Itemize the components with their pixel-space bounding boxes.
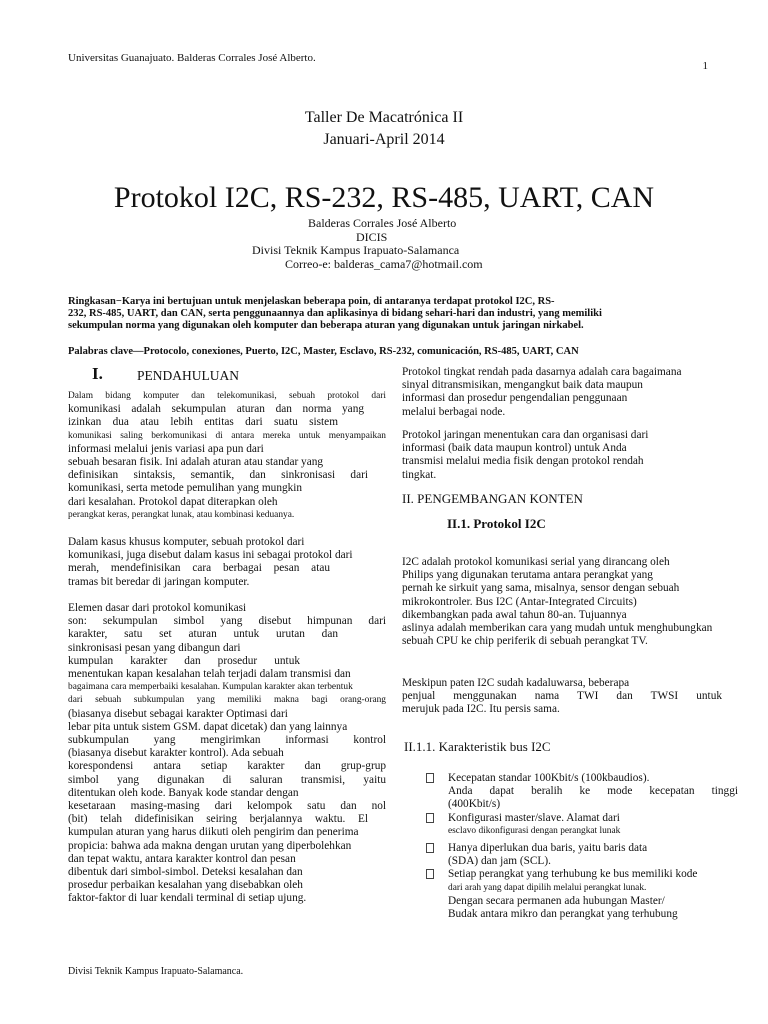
text-line: pernah ke sirkuit yang sama, misalnya, sensor dengan sebuah: [402, 582, 680, 595]
abstract: [68, 296, 678, 332]
text-line: dari kesalahan. Protokol dapat diterapkan oleh: [68, 495, 278, 508]
text-line: Protokol jaringan menentukan cara dan organisasi dari: [402, 429, 649, 441]
text-line: faktor-faktor di luar kendali terminal di setiap ujung.: [68, 892, 307, 905]
text-line: informasi (baik data maupun kontrol) untuk Anda: [402, 442, 627, 455]
text-line: komunikasi, serta metode pemulihan yang mungkin: [68, 482, 303, 495]
section-number: I.: [92, 364, 103, 383]
text-line: (biasanya disebut sebagai karakter Optimasi dari: [68, 707, 288, 720]
text-line: kesetaraan masing-masing dari kelompok satu dan nol: [68, 800, 386, 813]
page-footer: Divisi Teknik Kampus Irapuato-Salamanca.: [68, 966, 244, 977]
text-line: Setiap perangkat yang terhubung ke bus memiliki kode: [448, 868, 698, 881]
text-line: propicia: bahwa ada makna dengan urutan yang diperbolehkan: [68, 839, 352, 852]
text-line: Dalam bidang komputer dan telekomunikasi, sebuah protokol dari: [68, 391, 386, 401]
text-line: Protokol tingkat rendah pada dasarnya adalah cara bagaimana: [402, 366, 682, 378]
bullet-box-icon: [426, 843, 434, 853]
text-line: karakter, satu set aturan untuk urutan dan: [68, 628, 338, 641]
paper-title: Protokol I2C, RS-232, RS-485, UART, CAN: [113, 181, 655, 214]
text-line: dikembangkan pada awal tahun 80-an. Tujuannya: [402, 608, 627, 621]
text-line: Dengan secara permanen ada hubungan Master/: [448, 894, 665, 907]
text-line: menentukan kapan kesalahan telah terjadi dalam transmisi dan: [68, 668, 351, 681]
text-line: Philips yang digunakan terutama antara perangkat yang: [402, 569, 653, 582]
text-line: son: sekumpulan simbol yang disebut himpunan dari: [68, 615, 386, 628]
author-dept: DICIS: [356, 230, 388, 244]
text-line: sebuah besaran fisik. Ini adalah aturan atau standar yang: [68, 456, 324, 469]
text-line: Elemen dasar dari protokol komunikasi: [68, 602, 247, 614]
bullet-box-icon: [426, 869, 434, 879]
text-line: melalui berbagai node.: [402, 405, 506, 418]
subsubsection-heading: II.1.1. Karakteristik bus I2C: [404, 739, 551, 754]
section-2-heading: II. PENGEMBANGAN KONTEN: [402, 491, 583, 506]
list-item: [448, 842, 738, 868]
text-line: merah, mendefinisikan cara berbagai pesan atau: [68, 562, 330, 575]
right-paragraph-4: [402, 677, 742, 717]
text-line: korespondensi antara setiap karakter dan grup-grup: [68, 760, 386, 773]
list-item: [448, 868, 738, 921]
text-line: komunikasi, juga disebut dalam kasus ini sebagai protokol dari: [68, 549, 353, 562]
right-paragraph-3: [402, 556, 742, 648]
author-name: Balderas Corrales José Alberto: [308, 216, 457, 230]
left-paragraph-3: [68, 602, 386, 906]
text-line: tingkat.: [402, 468, 437, 481]
text-line: (SDA) dan jam (SCL).: [448, 855, 551, 868]
text-line: informasi dan prosedur pengendalian penggunaan: [402, 392, 628, 405]
section-title: PENDAHULUAN: [137, 368, 239, 383]
text-line: sinyal ditransmisikan, mengangkut baik data maupun: [402, 379, 643, 392]
text-line: bagaimana cara memperbaiki kesalahan. Kumpulan karakter akan terbentuk: [68, 682, 353, 693]
text-line: (400Kbit/s): [448, 798, 501, 811]
conference-dates: Januari-April 2014: [323, 131, 445, 148]
text-line: Anda dapat beralih ke mode kecepatan tinggi: [448, 785, 738, 798]
right-paragraph-2: [402, 429, 742, 482]
list-item: [448, 812, 738, 838]
conference-heading: [0, 107, 768, 151]
bullet-box-icon: [426, 773, 434, 783]
text-line: informasi melalui jenis variasi apa pun dari: [68, 442, 264, 455]
text-line: Hanya diperlukan dua baris, yaitu baris data: [448, 842, 648, 855]
text-line: subkumpulan yang mengirimkan informasi kontrol: [68, 734, 386, 747]
text-line: (bit) telah didefinisikan seiring berjalannya waktu. El: [68, 813, 368, 826]
text-line: perangkat keras, perangkat lunak, atau kombinasi keduanya.: [68, 509, 295, 520]
page-number: 1: [702, 60, 708, 72]
right-paragraph-1: [402, 366, 742, 419]
text-line: izinkan dua atau lebih entitas dari suatu sistem: [68, 416, 338, 429]
keywords: Palabras clave—Protocolo, conexiones, Puerto, I2C, Master, Esclavo, RS-232, comunicación, RS-485, UART, CAN: [68, 346, 579, 357]
text-line: dari sebuah subkumpulan yang memiliki makna bagi orang-orang: [68, 695, 386, 706]
text-line: (biasanya disebut karakter kontrol). Ada sebuah: [68, 747, 284, 760]
list-item: [448, 772, 738, 812]
text-line: lebar pita untuk sistem GSM. dapat dicetak) dan yang lainnya: [68, 720, 348, 733]
text-line: komunikasi saling berkomunikasi di antara mereka untuk menyampaikan: [68, 430, 386, 441]
text-line: prosedur perbaikan kesalahan yang disebabkan oleh: [68, 879, 303, 892]
author-division: Divisi Teknik Kampus Irapuato-Salamanca: [252, 243, 460, 257]
text-line: dari arah yang dapat dipilih melalui perangkat lunak.: [448, 882, 647, 893]
text-line: Kecepatan standar 100Kbit/s (100kbaudios).: [448, 772, 650, 784]
abstract-line: sekumpulan norma yang digunakan oleh komputer dan beberapa aturan yang digunakan untuk jaringan nirkabel.: [68, 320, 584, 331]
text-line: kumpulan karakter dan prosedur untuk: [68, 654, 300, 667]
bullet-box-icon: [426, 813, 434, 823]
subsection-heading: II.1. Protokol I2C: [447, 516, 546, 531]
text-line: Konfigurasi master/slave. Alamat dari: [448, 811, 620, 824]
text-line: Dalam kasus khusus komputer, sebuah protokol dari: [68, 536, 305, 548]
text-line: mikrokontroler. Bus I2C (Antar-Integrated Circuits): [402, 595, 637, 608]
text-line: kumpulan aturan yang harus diikuti oleh pengirim dan penerima: [68, 826, 359, 839]
feature-list: [448, 772, 738, 921]
text-line: I2C adalah protokol komunikasi serial yang dirancang oleh: [402, 556, 670, 568]
text-line: Meskipun paten I2C sudah kadaluwarsa, beberapa: [402, 677, 630, 689]
text-line: merujuk pada I2C. Itu persis sama.: [402, 703, 560, 716]
text-line: ditentukan oleh kode. Banyak kode standar dengan: [68, 786, 299, 799]
text-line: Budak antara mikro dan perangkat yang terhubung: [448, 908, 678, 921]
text-line: aslinya adalah memberikan cara yang mudah untuk menghubungkan: [402, 622, 713, 635]
left-paragraph-1: [68, 390, 386, 522]
abstract-line: 232, RS-485, UART, dan CAN, serta penggunaannya dan aplikasinya di bidang sehari-hari dan industri, yang memiliki: [68, 308, 602, 319]
text-line: definisikan sintaksis, semantik, dan sinkronisasi dari: [68, 469, 368, 482]
text-line: sebuah CPU ke chip periferik di sebuah perangkat TV.: [402, 635, 648, 648]
abstract-line: Ringkasan−Karya ini bertujuan untuk menjelaskan beberapa poin, di antaranya terdapat protokol I2C, RS-: [68, 296, 555, 307]
text-line: esclavo dikonfigurasi dengan perangkat lunak: [448, 825, 621, 836]
text-line: dibentuk dari simbol-simbol. Deteksi kesalahan dan: [68, 866, 303, 879]
author-email: Correo-e: balderas_cama7@hotmail.com: [285, 257, 483, 271]
text-line: sinkronisasi pesan yang dibangun dari: [68, 641, 241, 654]
running-head: Universitas Guanajuato. Balderas Corrales José Alberto.: [68, 52, 316, 64]
text-line: penjual menggunakan nama TWI dan TWSI untuk: [402, 690, 722, 703]
text-line: tramas bit beredar di jaringan komputer.: [68, 575, 250, 588]
conference-name: Taller De Macatrónica II: [304, 109, 464, 126]
text-line: simbol yang digunakan di saluran transmisi, yaitu: [68, 773, 386, 786]
text-line: komunikasi adalah sekumpulan aturan dan norma yang: [68, 403, 364, 416]
text-line: transmisi melalui media fisik dengan protokol rendah: [402, 455, 644, 468]
left-paragraph-2: [68, 536, 386, 589]
text-line: dan tepat waktu, antara karakter kontrol dan pesan: [68, 852, 296, 865]
